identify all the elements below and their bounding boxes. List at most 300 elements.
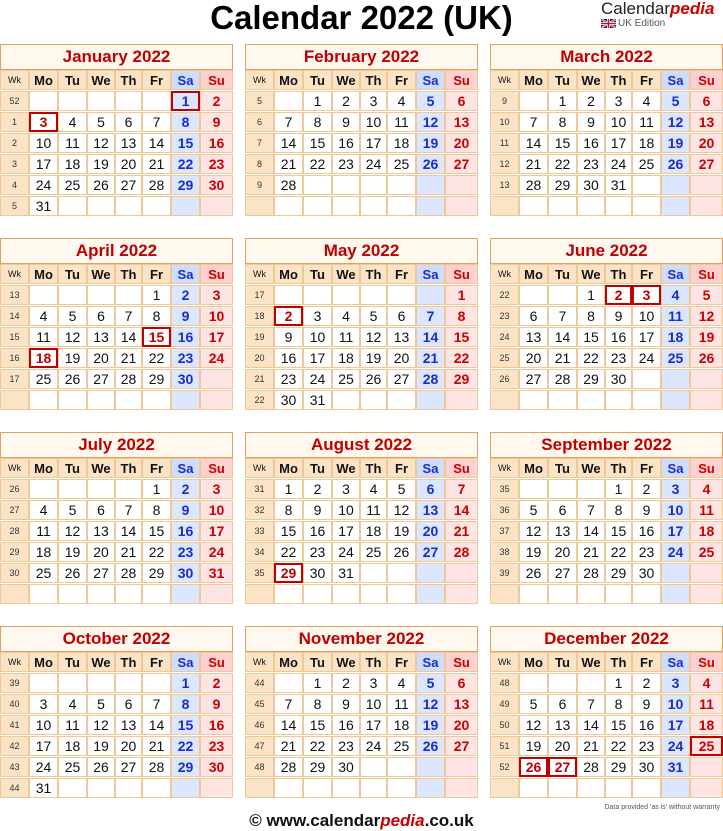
day-cell[interactable]: 8 [303,112,332,132]
day-cell[interactable]: 6 [445,91,478,111]
day-cell[interactable]: 6 [690,91,723,111]
day-cell[interactable]: 16 [200,133,233,153]
day-cell[interactable]: 8 [142,306,171,326]
day-cell[interactable]: 15 [605,521,632,541]
day-cell[interactable]: 18 [632,133,661,153]
day-cell[interactable]: 23 [274,369,303,389]
day-cell[interactable]: 30 [577,175,605,195]
day-cell[interactable]: 13 [548,521,577,541]
day-cell[interactable]: 6 [519,306,548,326]
day-cell[interactable]: 29 [171,757,200,777]
day-cell[interactable]: 24 [303,369,332,389]
day-cell[interactable]: 21 [519,154,548,174]
day-cell[interactable]: 5 [416,673,445,693]
day-cell[interactable]: 25 [690,542,723,562]
day-cell[interactable]: 17 [332,521,360,541]
day-cell[interactable]: 20 [548,736,577,756]
day-cell[interactable]: 16 [632,715,661,735]
day-cell[interactable]: 4 [387,673,416,693]
day-cell[interactable]: 15 [445,327,478,347]
day-cell[interactable]: 12 [416,112,445,132]
day-cell[interactable]: 4 [387,91,416,111]
day-cell[interactable]: 15 [577,327,605,347]
day-cell[interactable]: 20 [416,521,445,541]
day-cell[interactable]: 3 [605,91,632,111]
day-cell[interactable]: 18 [360,521,387,541]
day-cell[interactable]: 13 [519,327,548,347]
day-cell[interactable]: 17 [29,154,58,174]
day-cell[interactable]: 20 [445,715,478,735]
day-cell[interactable]: 29 [142,563,171,583]
day-cell[interactable]: 10 [303,327,332,347]
day-cell[interactable]: 23 [332,154,360,174]
day-cell[interactable]: 30 [274,390,303,410]
day-cell[interactable]: 5 [387,479,416,499]
day-cell[interactable]: 10 [605,112,632,132]
day-cell[interactable]: 21 [142,736,171,756]
day-cell[interactable]: 22 [445,348,478,368]
day-cell[interactable]: 24 [29,175,58,195]
day-cell[interactable]: 22 [171,154,200,174]
holiday-day-cell[interactable]: 1 [171,91,200,111]
day-cell[interactable]: 2 [632,479,661,499]
day-cell[interactable]: 17 [29,736,58,756]
day-cell[interactable]: 22 [577,348,605,368]
day-cell[interactable]: 20 [115,736,142,756]
day-cell[interactable]: 12 [661,112,690,132]
day-cell[interactable]: 11 [632,112,661,132]
day-cell[interactable]: 11 [360,500,387,520]
day-cell[interactable]: 8 [303,694,332,714]
day-cell[interactable]: 5 [519,694,548,714]
day-cell[interactable]: 28 [445,542,478,562]
day-cell[interactable]: 23 [303,542,332,562]
day-cell[interactable]: 22 [142,542,171,562]
day-cell[interactable]: 17 [632,327,661,347]
day-cell[interactable]: 17 [605,133,632,153]
day-cell[interactable]: 2 [632,673,661,693]
day-cell[interactable]: 8 [577,306,605,326]
day-cell[interactable]: 27 [87,369,115,389]
day-cell[interactable]: 1 [171,673,200,693]
day-cell[interactable]: 7 [115,500,142,520]
day-cell[interactable]: 31 [200,563,233,583]
day-cell[interactable]: 31 [303,390,332,410]
day-cell[interactable]: 1 [274,479,303,499]
day-cell[interactable]: 11 [332,327,360,347]
day-cell[interactable]: 5 [690,285,723,305]
day-cell[interactable]: 29 [171,175,200,195]
day-cell[interactable]: 7 [577,694,605,714]
day-cell[interactable]: 6 [445,673,478,693]
day-cell[interactable]: 29 [142,369,171,389]
day-cell[interactable]: 13 [387,327,416,347]
day-cell[interactable]: 14 [274,133,303,153]
day-cell[interactable]: 16 [200,715,233,735]
day-cell[interactable]: 31 [332,563,360,583]
day-cell[interactable]: 28 [142,175,171,195]
holiday-day-cell[interactable]: 26 [519,757,548,777]
day-cell[interactable]: 11 [661,306,690,326]
day-cell[interactable]: 9 [632,500,661,520]
day-cell[interactable]: 20 [690,133,723,153]
day-cell[interactable]: 10 [661,694,690,714]
day-cell[interactable]: 18 [29,542,58,562]
day-cell[interactable]: 19 [416,133,445,153]
day-cell[interactable]: 17 [360,715,387,735]
day-cell[interactable]: 9 [274,327,303,347]
day-cell[interactable]: 12 [58,521,87,541]
day-cell[interactable]: 6 [115,112,142,132]
day-cell[interactable]: 14 [115,327,142,347]
day-cell[interactable]: 29 [548,175,577,195]
day-cell[interactable]: 24 [200,542,233,562]
day-cell[interactable]: 11 [29,327,58,347]
day-cell[interactable]: 16 [632,521,661,541]
day-cell[interactable]: 28 [519,175,548,195]
day-cell[interactable]: 23 [200,736,233,756]
day-cell[interactable]: 9 [605,306,632,326]
day-cell[interactable]: 22 [142,348,171,368]
day-cell[interactable]: 2 [332,91,360,111]
day-cell[interactable]: 26 [416,154,445,174]
day-cell[interactable]: 27 [548,563,577,583]
day-cell[interactable]: 19 [387,521,416,541]
day-cell[interactable]: 10 [632,306,661,326]
day-cell[interactable]: 1 [577,285,605,305]
day-cell[interactable]: 2 [577,91,605,111]
day-cell[interactable]: 30 [171,369,200,389]
holiday-day-cell[interactable]: 2 [605,285,632,305]
day-cell[interactable]: 11 [690,694,723,714]
day-cell[interactable]: 30 [200,757,233,777]
day-cell[interactable]: 9 [200,112,233,132]
day-cell[interactable]: 8 [171,694,200,714]
day-cell[interactable]: 5 [661,91,690,111]
day-cell[interactable]: 15 [303,133,332,153]
day-cell[interactable]: 6 [548,694,577,714]
day-cell[interactable]: 14 [416,327,445,347]
day-cell[interactable]: 31 [661,757,690,777]
day-cell[interactable]: 1 [548,91,577,111]
day-cell[interactable]: 16 [605,327,632,347]
day-cell[interactable]: 30 [632,563,661,583]
day-cell[interactable]: 18 [690,715,723,735]
day-cell[interactable]: 25 [387,154,416,174]
holiday-day-cell[interactable]: 3 [29,112,58,132]
day-cell[interactable]: 22 [274,542,303,562]
day-cell[interactable]: 24 [661,736,690,756]
day-cell[interactable]: 15 [171,133,200,153]
day-cell[interactable]: 3 [661,673,690,693]
day-cell[interactable]: 14 [115,521,142,541]
day-cell[interactable]: 30 [171,563,200,583]
day-cell[interactable]: 15 [171,715,200,735]
day-cell[interactable]: 9 [577,112,605,132]
day-cell[interactable]: 21 [577,736,605,756]
day-cell[interactable]: 27 [416,542,445,562]
day-cell[interactable]: 15 [303,715,332,735]
day-cell[interactable]: 22 [605,736,632,756]
day-cell[interactable]: 14 [548,327,577,347]
day-cell[interactable]: 2 [171,479,200,499]
day-cell[interactable]: 7 [445,479,478,499]
day-cell[interactable]: 5 [58,306,87,326]
day-cell[interactable]: 27 [519,369,548,389]
day-cell[interactable]: 1 [303,673,332,693]
day-cell[interactable]: 20 [115,154,142,174]
day-cell[interactable]: 4 [58,112,87,132]
day-cell[interactable]: 25 [632,154,661,174]
holiday-day-cell[interactable]: 25 [690,736,723,756]
day-cell[interactable]: 8 [605,694,632,714]
day-cell[interactable]: 10 [200,306,233,326]
day-cell[interactable]: 19 [519,736,548,756]
day-cell[interactable]: 28 [274,175,303,195]
day-cell[interactable]: 25 [58,175,87,195]
day-cell[interactable]: 17 [360,133,387,153]
day-cell[interactable]: 28 [548,369,577,389]
day-cell[interactable]: 8 [171,112,200,132]
day-cell[interactable]: 12 [519,715,548,735]
day-cell[interactable]: 14 [274,715,303,735]
day-cell[interactable]: 6 [416,479,445,499]
calendarpedia-logo[interactable] [601,0,723,32]
day-cell[interactable]: 2 [332,673,360,693]
day-cell[interactable]: 8 [445,306,478,326]
day-cell[interactable]: 12 [58,327,87,347]
day-cell[interactable]: 12 [360,327,387,347]
day-cell[interactable]: 21 [115,542,142,562]
day-cell[interactable]: 18 [387,133,416,153]
day-cell[interactable]: 30 [605,369,632,389]
day-cell[interactable]: 18 [661,327,690,347]
holiday-day-cell[interactable]: 27 [548,757,577,777]
day-cell[interactable]: 14 [445,500,478,520]
day-cell[interactable]: 7 [577,500,605,520]
day-cell[interactable]: 25 [58,757,87,777]
day-cell[interactable]: 19 [87,154,115,174]
day-cell[interactable]: 4 [360,479,387,499]
day-cell[interactable]: 29 [577,369,605,389]
day-cell[interactable]: 12 [87,133,115,153]
day-cell[interactable]: 28 [115,369,142,389]
day-cell[interactable]: 22 [605,542,632,562]
day-cell[interactable]: 16 [332,715,360,735]
day-cell[interactable]: 5 [416,91,445,111]
day-cell[interactable]: 28 [142,757,171,777]
day-cell[interactable]: 23 [632,542,661,562]
day-cell[interactable]: 27 [445,736,478,756]
day-cell[interactable]: 15 [548,133,577,153]
day-cell[interactable]: 14 [519,133,548,153]
day-cell[interactable]: 25 [387,736,416,756]
day-cell[interactable]: 16 [332,133,360,153]
day-cell[interactable]: 24 [360,154,387,174]
day-cell[interactable]: 19 [690,327,723,347]
day-cell[interactable]: 6 [87,306,115,326]
day-cell[interactable]: 16 [303,521,332,541]
day-cell[interactable]: 13 [87,521,115,541]
day-cell[interactable]: 13 [548,715,577,735]
day-cell[interactable]: 4 [29,500,58,520]
day-cell[interactable]: 26 [58,563,87,583]
day-cell[interactable]: 13 [445,694,478,714]
day-cell[interactable]: 23 [171,542,200,562]
day-cell[interactable]: 24 [200,348,233,368]
day-cell[interactable]: 28 [416,369,445,389]
day-cell[interactable]: 24 [632,348,661,368]
day-cell[interactable]: 12 [416,694,445,714]
day-cell[interactable]: 24 [605,154,632,174]
day-cell[interactable]: 23 [200,154,233,174]
holiday-day-cell[interactable]: 2 [274,306,303,326]
day-cell[interactable]: 1 [605,673,632,693]
day-cell[interactable]: 5 [87,112,115,132]
day-cell[interactable]: 4 [690,479,723,499]
day-cell[interactable]: 24 [360,736,387,756]
day-cell[interactable]: 1 [605,479,632,499]
day-cell[interactable]: 30 [200,175,233,195]
day-cell[interactable]: 3 [332,479,360,499]
day-cell[interactable]: 4 [29,306,58,326]
day-cell[interactable]: 5 [58,500,87,520]
day-cell[interactable]: 16 [171,327,200,347]
day-cell[interactable]: 19 [360,348,387,368]
day-cell[interactable]: 28 [577,757,605,777]
day-cell[interactable]: 15 [142,521,171,541]
day-cell[interactable]: 29 [605,757,632,777]
day-cell[interactable]: 9 [171,500,200,520]
day-cell[interactable]: 19 [58,542,87,562]
day-cell[interactable]: 7 [115,306,142,326]
day-cell[interactable]: 26 [416,736,445,756]
day-cell[interactable]: 22 [303,736,332,756]
day-cell[interactable]: 11 [690,500,723,520]
day-cell[interactable]: 3 [200,285,233,305]
day-cell[interactable]: 11 [58,133,87,153]
day-cell[interactable]: 3 [303,306,332,326]
day-cell[interactable]: 31 [29,778,58,798]
day-cell[interactable]: 17 [303,348,332,368]
day-cell[interactable]: 8 [142,500,171,520]
day-cell[interactable]: 8 [605,500,632,520]
day-cell[interactable]: 21 [577,542,605,562]
day-cell[interactable]: 16 [577,133,605,153]
day-cell[interactable]: 25 [29,563,58,583]
day-cell[interactable]: 30 [332,757,360,777]
day-cell[interactable]: 18 [690,521,723,541]
day-cell[interactable]: 21 [548,348,577,368]
day-cell[interactable]: 13 [416,500,445,520]
day-cell[interactable]: 26 [360,369,387,389]
day-cell[interactable]: 26 [661,154,690,174]
day-cell[interactable]: 10 [360,112,387,132]
day-cell[interactable]: 2 [200,91,233,111]
day-cell[interactable]: 18 [387,715,416,735]
day-cell[interactable]: 3 [360,91,387,111]
day-cell[interactable]: 14 [142,133,171,153]
day-cell[interactable]: 29 [445,369,478,389]
day-cell[interactable]: 2 [303,479,332,499]
day-cell[interactable]: 6 [387,306,416,326]
day-cell[interactable]: 20 [87,348,115,368]
day-cell[interactable]: 31 [605,175,632,195]
day-cell[interactable]: 21 [274,154,303,174]
day-cell[interactable]: 13 [115,133,142,153]
day-cell[interactable]: 9 [303,500,332,520]
day-cell[interactable]: 13 [690,112,723,132]
day-cell[interactable]: 10 [29,715,58,735]
day-cell[interactable]: 10 [661,500,690,520]
day-cell[interactable]: 21 [416,348,445,368]
day-cell[interactable]: 12 [690,306,723,326]
day-cell[interactable]: 10 [332,500,360,520]
day-cell[interactable]: 13 [445,112,478,132]
day-cell[interactable]: 14 [577,715,605,735]
day-cell[interactable]: 28 [115,563,142,583]
day-cell[interactable]: 12 [519,521,548,541]
day-cell[interactable]: 27 [87,563,115,583]
day-cell[interactable]: 23 [171,348,200,368]
day-cell[interactable]: 15 [605,715,632,735]
day-cell[interactable]: 28 [577,563,605,583]
day-cell[interactable]: 1 [445,285,478,305]
day-cell[interactable]: 5 [360,306,387,326]
day-cell[interactable]: 3 [29,694,58,714]
day-cell[interactable]: 18 [58,154,87,174]
day-cell[interactable]: 7 [548,306,577,326]
day-cell[interactable]: 3 [661,479,690,499]
day-cell[interactable]: 18 [332,348,360,368]
day-cell[interactable]: 10 [360,694,387,714]
day-cell[interactable]: 19 [416,715,445,735]
day-cell[interactable]: 20 [87,542,115,562]
day-cell[interactable]: 1 [142,285,171,305]
day-cell[interactable]: 20 [445,133,478,153]
day-cell[interactable]: 11 [387,112,416,132]
day-cell[interactable]: 12 [87,715,115,735]
day-cell[interactable]: 22 [171,736,200,756]
day-cell[interactable]: 21 [445,521,478,541]
day-cell[interactable]: 2 [200,673,233,693]
day-cell[interactable]: 16 [171,521,200,541]
day-cell[interactable]: 16 [274,348,303,368]
day-cell[interactable]: 2 [171,285,200,305]
day-cell[interactable]: 25 [332,369,360,389]
day-cell[interactable]: 27 [445,154,478,174]
day-cell[interactable]: 1 [303,91,332,111]
day-cell[interactable]: 17 [200,521,233,541]
day-cell[interactable]: 17 [661,521,690,541]
holiday-day-cell[interactable]: 3 [632,285,661,305]
day-cell[interactable]: 24 [661,542,690,562]
day-cell[interactable]: 7 [519,112,548,132]
day-cell[interactable]: 26 [387,542,416,562]
day-cell[interactable]: 23 [605,348,632,368]
day-cell[interactable]: 10 [29,133,58,153]
day-cell[interactable]: 29 [303,757,332,777]
day-cell[interactable]: 23 [632,736,661,756]
day-cell[interactable]: 29 [605,563,632,583]
day-cell[interactable]: 9 [332,694,360,714]
day-cell[interactable]: 21 [115,348,142,368]
day-cell[interactable]: 22 [303,154,332,174]
day-cell[interactable]: 9 [332,112,360,132]
day-cell[interactable]: 30 [632,757,661,777]
day-cell[interactable]: 3 [360,673,387,693]
day-cell[interactable]: 14 [577,521,605,541]
